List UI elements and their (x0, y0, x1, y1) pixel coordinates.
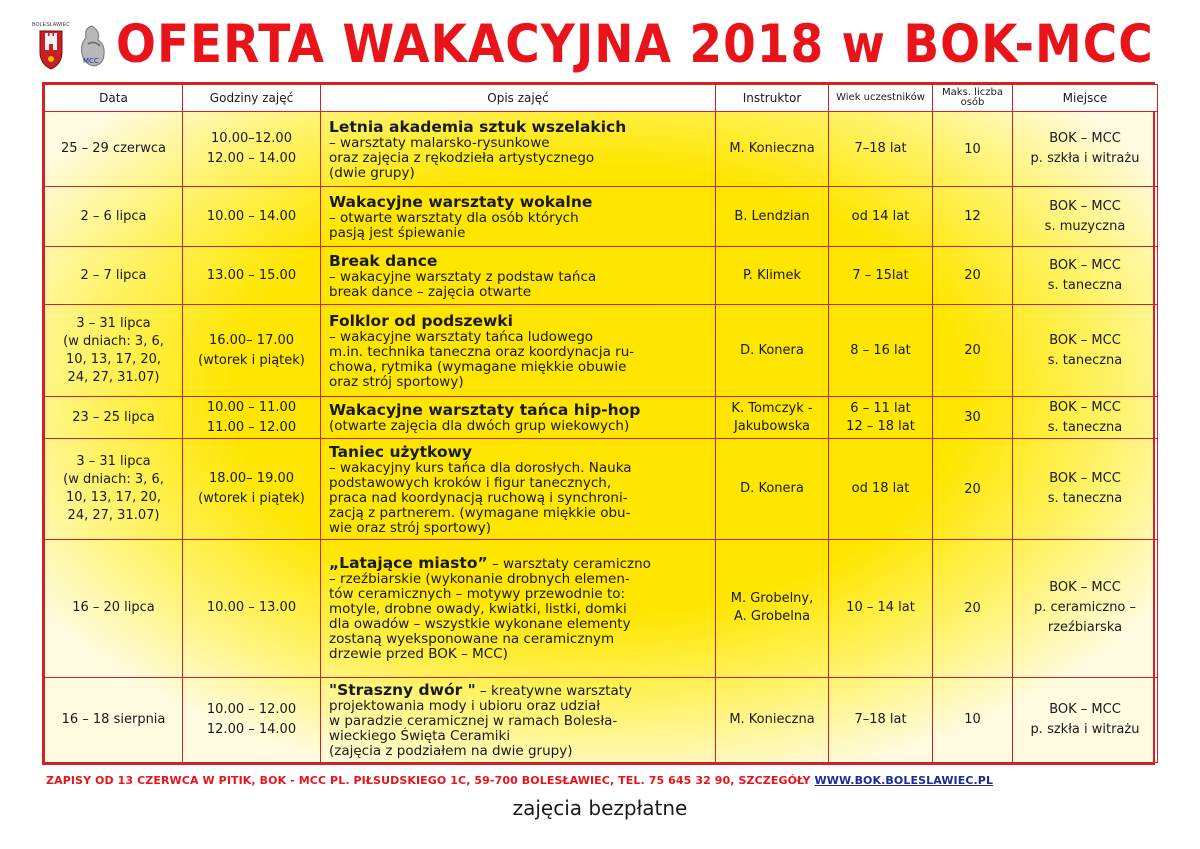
max-participants-cell: 20 (933, 439, 1013, 539)
hours-cell (183, 112, 321, 187)
hours-cell-line: 11.00 – 12.00 (206, 419, 297, 435)
description-cell (321, 397, 716, 439)
instructor-cell (716, 397, 829, 439)
instructor-cell (716, 677, 829, 762)
table-row (45, 187, 1158, 247)
max-participants-cell: 30 (933, 397, 1013, 439)
age-cell (829, 112, 933, 187)
website-link[interactable]: WWW.BOK.BOLESLAWIEC.PL (814, 774, 994, 787)
date-cell-line: (w dniach: 3, 6, (63, 472, 164, 488)
hours-cell-line: (wtorek i piątek) (198, 491, 305, 507)
description-cell (321, 539, 716, 677)
instructor-cell-line: D. Konera (740, 342, 804, 358)
date-cell (45, 397, 183, 439)
table-row (45, 305, 1158, 397)
instructor-cell-line: M. Grobelny, (730, 591, 814, 607)
place-cell-line: s. taneczna (1047, 419, 1123, 435)
age-cell (829, 305, 933, 397)
date-cell (45, 112, 183, 187)
date-cell-line: 25 – 29 czerwca (60, 141, 167, 157)
activity-description-line: (otwarte zajęcia dla dwóch grup wiekowych) (329, 418, 630, 435)
activity-description-line: wieckiego Święta Ceramiki (329, 727, 511, 744)
activity-description-line: praca nad koordynacją ruchową i synchroni- (329, 489, 628, 506)
instructor-cell-line: M. Konieczna (729, 141, 815, 157)
date-cell-line: 3 – 31 lipca (76, 454, 151, 470)
hours-cell-line: 10.00 – 11.00 (206, 399, 297, 415)
activity-title: „Latające miasto” (329, 554, 488, 573)
place-cell-line: s. taneczna (1047, 277, 1123, 293)
table-row (45, 439, 1158, 539)
activity-description-line: pasją jest śpiewanie (329, 224, 466, 241)
instructor-cell (716, 187, 829, 247)
age-cell-line: 10 – 14 lat (846, 600, 915, 616)
place-cell-line: BOK – MCC (1049, 580, 1121, 596)
activity-description-line: m.in. technika taneczna oraz koordynacja ru- (329, 343, 635, 360)
activity-description-line: zostaną wyeksponowane na ceramicznym (329, 631, 615, 648)
description-cell (321, 247, 716, 305)
hours-cell (183, 539, 321, 677)
date-cell (45, 305, 183, 397)
description-cell (321, 305, 716, 397)
date-cell-line: 2 – 7 lipca (80, 267, 147, 283)
instructor-cell-line: D. Konera (740, 481, 804, 497)
activity-description-line: podstawowych kroków i figur tanecznych, (329, 474, 612, 491)
boleslawiec-crest-logo (32, 22, 70, 74)
date-cell-line: 24, 27, 31.07) (67, 369, 160, 385)
place-cell-line: BOK – MCC (1049, 701, 1121, 717)
activity-description-line: – kreatywne warsztaty (480, 682, 633, 699)
date-cell-line: 2 – 6 lipca (80, 208, 147, 224)
activity-description-line: – rzeźbiarskie (wykonanie drobnych elemen- (329, 571, 630, 588)
activity-description-line: dla owadów – wszystkie wykonane elementy (329, 616, 631, 633)
age-cell-line: 7–18 lat (854, 711, 907, 727)
description-cell (321, 439, 716, 539)
header-place: Miejsce (1013, 85, 1158, 112)
table-header-row (45, 85, 1158, 112)
header-instructor: Instruktor (716, 85, 829, 112)
hours-cell-line: 10.00 – 14.00 (206, 208, 297, 224)
instructor-cell-line: B. Lendzian (734, 208, 810, 224)
instructor-cell-line: P. Klimek (742, 267, 802, 283)
place-cell (1013, 247, 1158, 305)
age-cell (829, 539, 933, 677)
activity-description-line: – warsztaty malarsko-rysunkowe (329, 134, 550, 151)
activity-title: "Straszny dwór " (329, 680, 476, 699)
age-cell (829, 187, 933, 247)
description-cell (321, 677, 716, 762)
activity-description-line: break dance – zajęcia otwarte (329, 283, 532, 300)
activity-description-line: zacją z partnerem. (wymagane miękkie obu- (329, 504, 631, 521)
activity-description-line: drzewie przed BOK – MCC) (329, 646, 508, 663)
age-cell-line: od 18 lat (851, 481, 910, 497)
date-cell (45, 187, 183, 247)
date-cell-line: (w dniach: 3, 6, (63, 333, 164, 349)
mcc-caption: MCC (83, 57, 99, 65)
registration-text: ZAPISY OD 13 CZERWCA W PITIK, BOK - MCC PL. PIŁSUDSKIEGO 1C, 59-700 BOLESŁAWIEC, TEL. 75 645 32 90, SZCZEGÓŁY (46, 774, 811, 787)
instructor-cell (716, 539, 829, 677)
table-row (45, 112, 1158, 187)
place-cell-line: BOK – MCC (1049, 198, 1121, 214)
age-cell (829, 439, 933, 539)
mcc-logo (74, 20, 108, 72)
hours-cell-line: 18.00– 19.00 (208, 471, 295, 487)
max-participants-cell: 20 (933, 247, 1013, 305)
place-cell-line: BOK – MCC (1049, 471, 1121, 487)
table-row (45, 677, 1158, 762)
date-cell-line: 3 – 31 lipca (76, 315, 151, 331)
activity-description-line: (zajęcia z podziałem na dwie grupy) (329, 742, 573, 759)
place-cell-line: s. muzyczna (1044, 218, 1126, 234)
header-date: Data (45, 85, 183, 112)
activity-description-line: w paradzie ceramicznej w ramach Bolesła- (329, 712, 618, 729)
header-description: Opis zajęć (321, 85, 716, 112)
place-cell-line: BOK – MCC (1049, 399, 1121, 415)
registration-info (46, 774, 1166, 796)
date-cell-line: 10, 13, 17, 20, (65, 490, 162, 506)
instructor-cell (716, 247, 829, 305)
age-cell-line: 7–18 lat (854, 141, 907, 157)
place-cell-line: p. szkła i witrażu (1030, 721, 1140, 737)
activity-description-line: – wakacyjne warsztaty tańca ludowego (329, 328, 594, 345)
max-participants-cell: 20 (933, 305, 1013, 397)
activity-description-line: motyle, drobne owady, kwiatki, listki, domki (329, 601, 627, 618)
date-cell (45, 247, 183, 305)
activity-title: Wakacyjne warsztaty wokalne (329, 192, 593, 211)
activity-description-line: tów ceramicznych – motywy przewodnie to: (329, 586, 626, 603)
instructor-cell (716, 439, 829, 539)
place-cell (1013, 397, 1158, 439)
place-cell-line: p. ceramiczno – (1033, 600, 1137, 616)
place-cell-line: s. taneczna (1047, 352, 1123, 368)
activity-title: Folklor od podszewki (329, 311, 513, 330)
activity-description-line: projektowania mody i ubioru oraz udział (329, 697, 601, 714)
hours-cell (183, 397, 321, 439)
place-cell (1013, 112, 1158, 187)
place-cell-line: rzeźbiarska (1047, 620, 1123, 636)
free-classes-note: zajęcia bezpłatne (512, 796, 688, 820)
date-cell-line: 24, 27, 31.07) (67, 508, 160, 524)
hours-cell-line: 10.00–12.00 (211, 131, 292, 147)
hours-cell-line: 12.00 – 14.00 (206, 151, 297, 167)
date-cell-line: 16 – 18 sierpnia (61, 711, 166, 727)
header (0, 0, 1200, 80)
place-cell-line: BOK – MCC (1049, 257, 1121, 273)
hours-cell (183, 305, 321, 397)
place-cell (1013, 305, 1158, 397)
hours-cell (183, 187, 321, 247)
age-cell-line: 6 – 11 lat (850, 400, 911, 416)
hours-cell-line: 10.00 – 12.00 (206, 701, 297, 717)
schedule-table (42, 82, 1155, 765)
activity-description-line: chowa, rytmika (wymagane miękkie obuwie (329, 358, 627, 375)
table-row (45, 247, 1158, 305)
instructor-cell (716, 112, 829, 187)
header-hours: Godziny zajęć (183, 85, 321, 112)
hours-cell-line: 16.00– 17.00 (208, 332, 295, 348)
activity-title: Letnia akademia sztuk wszelakich (329, 117, 627, 136)
page-title: OFERTA WAKACYJNA 2018 w BOK-MCC (116, 13, 1154, 76)
age-cell-line: od 14 lat (851, 208, 910, 224)
date-cell (45, 539, 183, 677)
header-max: Maks. liczba osób (933, 85, 1013, 112)
age-cell (829, 397, 933, 439)
place-cell (1013, 187, 1158, 247)
hours-cell-line: 12.00 – 14.00 (206, 721, 297, 737)
table-row (45, 539, 1158, 677)
activity-description-line: (dwie grupy) (329, 164, 415, 181)
date-cell (45, 677, 183, 762)
age-cell-line: 7 – 15lat (852, 267, 909, 283)
crest-caption: BOLESŁAWIEC (32, 22, 70, 28)
activity-title: Break dance (329, 251, 438, 270)
max-participants-cell: 10 (933, 112, 1013, 187)
header-age: Wiek uczestników (829, 85, 933, 112)
place-cell-line: p. szkła i witrażu (1030, 151, 1140, 167)
instructor-cell (716, 305, 829, 397)
age-cell-line: 8 – 16 lat (850, 342, 911, 358)
instructor-cell-line: M. Konieczna (729, 711, 815, 727)
max-participants-cell: 10 (933, 677, 1013, 762)
hours-cell (183, 247, 321, 305)
hours-cell-line: (wtorek i piątek) (198, 352, 305, 368)
max-participants-cell: 20 (933, 539, 1013, 677)
place-cell-line: BOK – MCC (1049, 131, 1121, 147)
place-cell-line: BOK – MCC (1049, 332, 1121, 348)
instructor-cell-line: A. Grobelna (733, 609, 811, 625)
instructor-cell-line: K. Tomczyk - (731, 400, 813, 416)
hours-cell (183, 677, 321, 762)
activity-description-line: oraz zajęcia z rękodzieła artystycznego (329, 149, 595, 166)
date-cell-line: 23 – 25 lipca (72, 409, 155, 425)
activity-description-line: – wakacyjne warsztaty z podstaw tańca (329, 268, 597, 285)
activity-description-line: – warsztaty ceramiczno (491, 556, 651, 573)
activity-description-line: wie oraz strój sportowy) (329, 519, 491, 536)
place-cell-line: s. taneczna (1047, 491, 1123, 507)
hours-cell (183, 439, 321, 539)
activity-title: Taniec użytkowy (329, 442, 473, 461)
max-participants-cell: 12 (933, 187, 1013, 247)
place-cell (1013, 539, 1158, 677)
age-cell-line: 12 – 18 lat (846, 418, 915, 434)
place-cell (1013, 439, 1158, 539)
date-cell (45, 439, 183, 539)
age-cell (829, 247, 933, 305)
place-cell (1013, 677, 1158, 762)
hours-cell-line: 13.00 – 15.00 (206, 267, 297, 283)
instructor-cell-line: Jakubowska (733, 418, 811, 434)
activity-title: Wakacyjne warsztaty tańca hip-hop (329, 401, 641, 420)
hours-cell-line: 10.00 – 13.00 (206, 600, 297, 616)
table-row (45, 397, 1158, 439)
activity-description-line: oraz strój sportowy) (329, 373, 464, 390)
description-cell (321, 112, 716, 187)
age-cell (829, 677, 933, 762)
date-cell-line: 10, 13, 17, 20, (65, 351, 162, 367)
date-cell-line: 16 – 20 lipca (72, 600, 155, 616)
description-cell (321, 187, 716, 247)
activity-description-line: – wakacyjny kurs tańca dla dorosłych. Nauka (329, 459, 632, 476)
activity-description-line: – otwarte warsztaty dla osób których (329, 209, 579, 226)
